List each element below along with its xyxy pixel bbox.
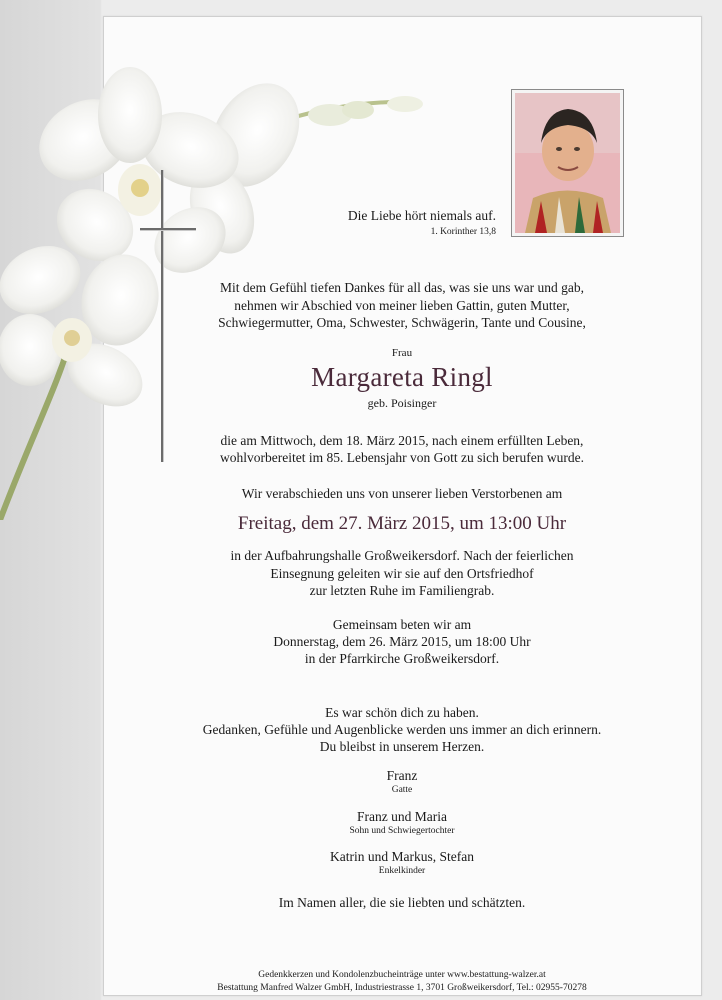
- closing-line: Gedanken, Gefühle und Augenblicke werden uns immer an dich erinnern.: [202, 722, 602, 737]
- mourner-relation: Enkelkinder: [378, 866, 426, 876]
- mourner-name: Franz und Maria: [357, 809, 447, 824]
- closing-line: Du bleibst in unserem Herzen.: [319, 739, 485, 754]
- mourner-name: Franz: [386, 768, 418, 783]
- funeral-details-line: zur letzten Ruhe im Familiengrab.: [309, 583, 495, 598]
- mourner-name: Katrin und Markus, Stefan: [330, 849, 474, 864]
- deceased-name: Margareta Ringl: [311, 362, 493, 392]
- funeral-date: Freitag, dem 27. März 2015, um 13:00 Uhr: [237, 513, 567, 534]
- bible-quote-reference: 1. Korinther 13,8: [430, 227, 496, 237]
- intro-line: Schwiegermutter, Oma, Schwester, Schwägerin, Tante und Cousine,: [218, 315, 586, 330]
- footer-condolence: Gedenkkerzen und Kondolenzbucheinträge unter www.bestattung-walzer.at: [258, 970, 546, 980]
- footer-undertaker: Bestattung Manfred Walzer GmbH, Industriestrasse 1, 3701 Großweikersdorf, Tel.: 02955-70278: [217, 983, 587, 993]
- death-line: wohlvorbereitet im 85. Lebensjahr von Gott zu sich berufen wurde.: [219, 450, 585, 465]
- intro-line: nehmen wir Abschied von meiner lieben Gattin, guten Mutter,: [234, 298, 570, 313]
- birth-name: geb. Poisinger: [367, 396, 437, 410]
- prayer-line: Donnerstag, dem 26. März 2015, um 18:00 Uhr: [273, 634, 531, 649]
- funeral-details-line: in der Aufbahrungshalle Großweikersdorf. Nach der feierlichen: [230, 548, 574, 563]
- farewell-intro: Wir verabschieden uns von unserer lieben Verstorbenen am: [241, 486, 563, 501]
- bible-quote: Die Liebe hört niemals auf.: [347, 208, 496, 223]
- prayer-line: Gemeinsam beten wir am: [332, 617, 472, 632]
- mourner-relation: Gatte: [391, 785, 413, 795]
- death-line: die am Mittwoch, dem 18. März 2015, nach einem erfüllten Leben,: [220, 433, 584, 448]
- prayer-line: in der Pfarrkirche Großweikersdorf.: [304, 651, 500, 666]
- closing-line: Es war schön dich zu haben.: [325, 705, 479, 720]
- cross-horizontal: [140, 228, 196, 231]
- name-prefix: Frau: [391, 347, 413, 359]
- portrait-image: [515, 93, 620, 233]
- intro-line: Mit dem Gefühl tiefen Dankes für all das, was sie uns war und gab,: [219, 280, 585, 295]
- signoff: Im Namen aller, die sie liebten und schätzten.: [278, 895, 526, 910]
- funeral-details-line: Einsegnung geleiten wir sie auf den Ortsfriedhof: [270, 566, 534, 581]
- deceased-portrait: [511, 89, 624, 237]
- mourner-relation: Sohn und Schwiegertochter: [349, 826, 455, 836]
